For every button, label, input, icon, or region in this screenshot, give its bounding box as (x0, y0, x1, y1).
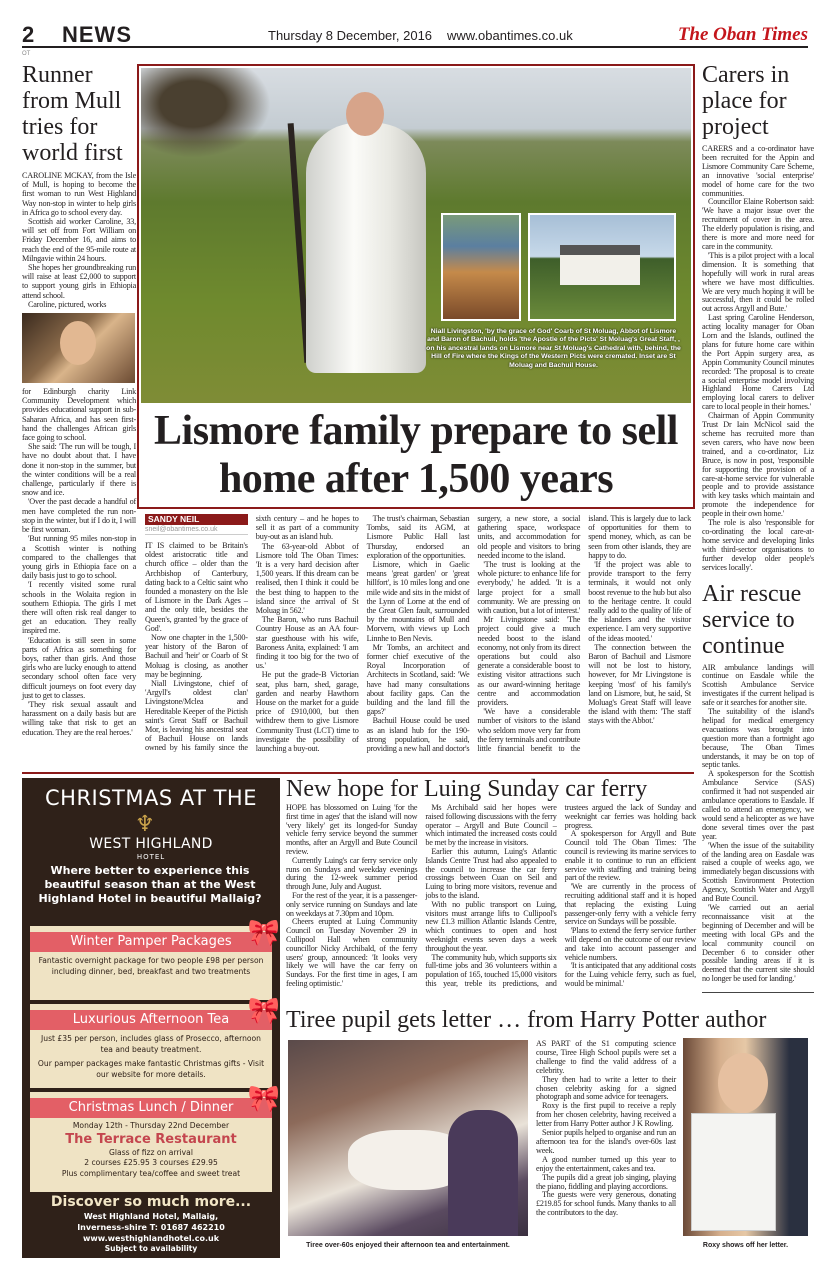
ad-phone: Inverness-shire T: 01687 462210 (77, 1223, 225, 1232)
feature-article (137, 514, 695, 753)
paragraph: She hopes her groundbreaking run will raise at least £2,000 to support to support young girls in Ethiopia attend school. (22, 263, 136, 300)
lismore-feature-column (137, 64, 695, 753)
ad-question: Where better to experience this beautiful season than at the West Highland Hotel in beautiful Mallaig? (38, 864, 262, 905)
paragraph: Scottish aid worker Caroline, 33, will set off from Fort William on Friday December 16, and aims to reach the end of the 95-mile route at Milngavie within 24 hours. (22, 217, 136, 263)
page-number: 2 (22, 22, 35, 47)
restaurant-name: The Terrace Restaurant (65, 1131, 237, 1147)
paragraph: With no public transport on Luing, visitors must arrange lifts to Cullipool's new £1.3 million Atlantic Islands Centre, which continues to open and host weeknight events seven days a week throughout the year. (425, 899, 557, 953)
offer-prices: 2 courses £25.95 3 courses £29.95 (84, 1158, 218, 1167)
offer-christmas-lunch (30, 1084, 281, 1192)
paragraph: IT IS claimed to be Britain's oldest aristocratic title and church office – older than the Archbishop of Canterbury, dating back to a Celtic saint who founded a monastery on the Isle of Lismore in the Dark Ages – and the only title, besides the Queen's, granted 'by the grace of God'. (145, 541, 248, 633)
paragraph: A good number turned up this year to enjoy the entertainment, cakes and tea. (536, 1154, 676, 1173)
ad-brand-sub: HOTEL (136, 853, 166, 861)
paragraph: The community hub, which supports six full-time jobs and 36 volunteers within a population of 165, touched 15,000 visitors this year, treble its predictions, and trustees argued the lack of Sunday and weeknight car ferries was holding back progress. (425, 803, 696, 988)
roxy-photo (683, 1038, 808, 1236)
feature-headline: Lismore family prepare to sell home after 1,500 years (154, 408, 678, 502)
photo-caption: Niall Livingston, 'by the grace of God' Coarb of St Moluag, Abbot of Lismore and Baron of Bachuil, holds 'the Apostle of the Picts' St Moluag's Great Staff, , on his ancestral lands on Lismore near St Moluag's Cathedral with, behind, the Hill of Fire where the Kings of the Western Picts were cremated. Inset are St Moluag and Bachuil House. (426, 328, 681, 369)
carers-headline: Carers in place for project (702, 62, 790, 140)
paragraph: Councillor Elaine Robertson said: 'We have a major issue over the recruitment of cover in the area. The elderly population is rising, and there is more and more need for care in the community. (702, 197, 814, 251)
st-moluag-inset (441, 213, 521, 321)
paragraph: Mr Livingstone said: 'The project could give a much needed boost to the island economy, not only from its direct operations but could also generate a considerable boost to existing visitor attractions such as our award-winning heritage centre and accommodation providers. (477, 615, 581, 708)
paragraph: A spokesperson for Argyll and Bute Council told The Oban Times: 'The council is reviewing its marine services to enable it to continue to run an efficient service with staffing and training being part of the review. (564, 829, 696, 883)
issue-date: Thursday 8 December, 2016 (268, 28, 433, 43)
newspaper-logo: The Oban Times (677, 24, 808, 45)
paragraph: Earlier this autumn, Luing's Atlantic Islands Centre Trust had also appealed to the council to increase the car ferry crossings between Cuan on Seil and Luing to bring more visitors, revenue and jobs to the island. (425, 846, 557, 900)
paragraph: Now one chapter in the 1,500-year history of the Baron of Bachuil and 'heir' or Coarb of St Moluag is closing, as another may be beginning. (145, 633, 248, 679)
paragraph: He put the grade-B Victorian seat, plus barn, shed, garage, garden and nearby Hawthorn House on the market for a guide price of £910,000, but then withdrew them to give Lismore Community Trust (LCT) time to investigate the possibility of launching a buy-out. (255, 670, 359, 754)
carers-article (702, 145, 814, 573)
ribbon-bow-icon: 🎀 (247, 918, 281, 948)
offer-dates: Monday 12th - Thursday 22nd December (72, 1121, 230, 1130)
tiree-headline: Tiree pupil gets letter … from Harry Potter author (286, 1007, 767, 1033)
paragraph: Currently Luing's car ferry service only runs on Sundays and weekday evenings during the 12-week summer period through June, July and August. (286, 855, 418, 892)
paragraph: Caroline, pictured, works (28, 299, 107, 309)
byline: SANDY NEIL (145, 514, 248, 525)
paragraph: Mr Tombs, an architect and former chief executive of the Royal Incorporation of Architects in Scotland, said: 'We have had many consultations about facility gaps. Can the building and the land fill the gaps?' (366, 642, 470, 717)
ad-website[interactable]: www.westhighlandhotel.co.uk (82, 1234, 220, 1243)
lismore-feature-box (137, 64, 695, 509)
offer-text: Fantastic overnight package for two people £98 per person including dinner, bed, breakfast and two treatments (38, 956, 264, 976)
paragraph: She said: 'The run will be tough, I have no doubt about that. I have done it non-stop in the summer, but the winter conditions will be a real challenge, particularly if there is snow and ice. (22, 442, 136, 498)
paragraph: AIR ambulance landings will continue on Easdale while the Scottish Ambulance Service investigates if the current helipad is safe or it searches for another site. (702, 662, 814, 708)
photo-caption: Roxy shows off her letter. (702, 1242, 789, 1249)
photo-caption: Tiree over-60s enjoyed their afternoon tea and entertainment. (306, 1242, 510, 1249)
paragraph: 'When the issue of the suitability of the landing area on Easdale was raised a couple of weeks ago, we immediately began discussions with Scottish Environment Protection Agency, Scottish Water and Argyll and Bute Council. (702, 840, 814, 904)
ad-footer (22, 1194, 280, 1254)
paragraph: Lismore, which in Gaelic means 'great garden' or 'great hillfort', is 10 miles long and one mile wide and sits in the midst of the Lynn of Lorne at the end of the Great Glen fault, surrounded by the mountains of Mull and Morvern, with views up Loch Linnhe to Ben Nevis. (366, 560, 470, 643)
ad-address: West Highland Hotel, Mallaig, (83, 1212, 219, 1221)
runner-column (22, 62, 136, 737)
luing-article (286, 804, 696, 989)
paragraph: Roxy is the first pupil to receive a reply from her chosen celebrity, having received a letter from Harry Potter author J K Rowling. (536, 1101, 676, 1129)
paragraph: Last spring Caroline Henderson, acting locality manager for Oban Lorn and the Islands, outlined the plans for future home care within the Port Appin surgery area, as Appin Community Council minutes recorded: 'The proposal is to create a social enterprise model involving Highland Home Carers Ltd employing local carers to deliver care to local people in their homes.' (702, 313, 814, 412)
paragraph: The pupils did a great job singing, playing the piano, fiddling and playing accordions. (536, 1172, 676, 1191)
section-divider (22, 772, 694, 774)
house-shape (560, 245, 640, 285)
paragraph: 'I recently visited some rural schools in the Wolaita region in southern Ethiopia. The girls I met there will often risk real danger to get an education. They really inspired me. (22, 580, 136, 636)
paragraph: AS PART of the S1 computing science course, Tiree High School pupils were set a challenge to find the valid address of a celebrity. (536, 1039, 676, 1075)
air-rescue-headline: Air rescue service to continue (702, 580, 802, 659)
abbot-photo (141, 68, 691, 403)
ad-title: CHRISTMAS AT THE (44, 786, 257, 810)
offer-text: Glass of fizz on arrival (109, 1147, 193, 1157)
paragraph: The suitability of the island's helipad for medical emergency evacuations was brought into question more than a fortnight ago because, The Oban Times understands, it may be on top of septic tanks. (702, 707, 814, 770)
paragraph: 'If the project was able to provide transport to the ferry terminals, it would not only boost revenue to the hub but also to the heritage centre. It could really add to the quality of life of the islanders and the visitor experience. I am very supportive of the ideas mooted.' (588, 560, 691, 643)
paragraph: 'We are currently in the process of recruiting additional staff and it is hoped that replacing the existing Luing passenger-only ferry with a vehicle ferry service on Sundays will be possible. (564, 882, 696, 927)
paragraph: Senior pupils helped to organise and run an afternoon tea for the island's over-60s last week. (536, 1128, 676, 1155)
runner-photo (22, 313, 135, 383)
runner-article-part2 (22, 387, 136, 737)
ad-brand: WEST HIGHLAND (89, 836, 213, 852)
paragraph: For the rest of the year, it is a passenger-only service running on Sundays and late on weekdays at 7.30pm and 10pm. (286, 890, 418, 918)
right-column (702, 62, 814, 993)
ad-footer-headline: Discover so much more... (50, 1194, 252, 1210)
masthead (22, 20, 808, 48)
paragraph: The role is also 'responsible for co-ordinating the local care-at-home service and developing links with third-sector organisations to further develop older people's services locally'. (702, 518, 814, 572)
hotel-advert[interactable] (22, 778, 280, 1258)
face-shape (60, 321, 96, 365)
offer-pamper (30, 918, 281, 1000)
ribbon-bow-icon: 🎀 (247, 1084, 281, 1114)
stag-logo-icon: ♆ (135, 812, 155, 837)
letter-shape (691, 1113, 776, 1231)
section-title: NEWS (62, 22, 132, 47)
paragraph: 'This is a pilot project with a local dimension. It is something that hopefully will work in rural areas where we have most difficulties. We are very much hoping it will be successful, then it could be rolled out across Argyll and Bute.' (702, 250, 814, 314)
tiree-article (536, 1040, 676, 1218)
paragraph: Chairman of Appin Community Trust Dr Iain McNicol said the scheme has recruited more than seven carers, who have now been trained, and a co-ordinator, Liz Bruce, is now in post, 'responsible for supporting the provision of a care-at-home service for vulnerable people and to provide assistance with key tasks which maintain and promote the independence for people in their own home.' (702, 411, 814, 519)
ribbon-bow-icon: 🎀 (247, 996, 281, 1026)
offer-title: Christmas Lunch / Dinner (30, 1098, 272, 1118)
corner-mark: OT (22, 51, 31, 57)
paragraph: CARERS and a co-ordinator have been recruited for the Appin and Lismore Community Care Scheme, an innovative 'social enterprise' model of home care for the two communities. (702, 144, 814, 198)
feature-paragraphs (145, 514, 691, 753)
offer-afternoon-tea (30, 996, 281, 1088)
paragraph: HOPE has blossomed on Luing 'for the first time in ages' that the island will now 'very likely' get its longed-for Sunday vehicle ferry service beyond the summer months, after an Argyll and Bute Council review. (286, 803, 418, 856)
paragraph: A spokesperson for the Scottish Ambulance Service (SAS) confirmed it 'had not suspended air ambulance operations to Easdale. If called to attend an emergency, we would send a helicopter as we have done several times over the past year. (702, 769, 814, 841)
guest-shape (448, 1110, 518, 1236)
bachuil-house-inset (528, 213, 676, 321)
offer-text: Plus complimentary tea/coffee and sweet treat (61, 1168, 241, 1178)
byline-email[interactable]: sneil@obantimes.co.uk (145, 525, 248, 535)
luing-headline: New hope for Luing Sunday car ferry (286, 776, 648, 802)
offer-text: Our pamper packages make fantastic Christmas gifts - Visit our website for more details. (37, 1059, 265, 1079)
paragraph: 'It is anticipated that any additional costs for the Luing vehicle ferry, such as fuel, would be minimal.' (564, 961, 696, 988)
paragraph: They then had to write a letter to their chosen celebrity asking for a signed photograph and some advice for teenagers. (536, 1074, 676, 1102)
face-shape (718, 1053, 768, 1113)
paragraph: Ms Archibald said her hopes were raised following discussions with the ferry operator – Argyll and Bute Council – which intimated the increased costs could be met by the increase in visitors. (425, 803, 557, 848)
website-link[interactable]: www.obantimes.co.uk (447, 28, 573, 43)
column-rule (702, 992, 814, 993)
paragraph: The Baron, who runs Bachuil Country House as an AA four-star guesthouse with his wife, Baroness Anita, explained: 'I am finding it too big for the two of us.' (255, 615, 359, 671)
paragraph: Bachuil House could be used as an island hub for the 190-strong population, he said, providing a new hall and doctor's surgery, a new store, a social gathering space, workspace units, and accommodation for old people and visitors to bring needed income to the island. (366, 514, 581, 754)
offer-title: Luxurious Afternoon Tea (30, 1010, 272, 1030)
paragraph: 'Over the past decade a handful of men have completed the run non-stop in the winter, but if I do it, I will be first woman. (22, 497, 136, 535)
paragraph: The 63-year-old Abbot of Lismore told The Oban Times: 'It is a very hard decision after 1,500 years. If this dream can be realised, then I think it could be the best thing to happen to the island since the arrival of St Moluag in 562.' (255, 541, 359, 616)
paragraph: 'The trust is looking at the whole picture: to enhance life for everybody,' he added. 'It is a large project for a small community. We are pressing on with caution, but a lot of interest.' (477, 560, 581, 616)
paragraph: 'Education is still seen in some parts of Africa as something for boys, rather than girls. And those girls who are lucky enough to attend secondary school often face very difficult journeys on foot every day just to get to classes. (22, 635, 136, 700)
offer-title: Winter Pamper Packages (30, 932, 272, 952)
paragraph: 'We have a considerable number of visitors to the island who seldom move very far from the ferry terminals and contribute little financial benefit to the island. This is largely due to lack of opportunities for them to spend money, which, as can be seen from other islands, they are happy to do. (477, 514, 691, 754)
abbot-head (346, 92, 384, 136)
paragraph: 'But running 95 miles non-stop in a Scottish winter is nothing compared to the challenges that young girls in Ethiopia face on a daily basis just to go to school. (22, 534, 136, 581)
paragraph: 'They risk sexual assault and harassment on a daily basis but are willing take that risk to get an education. They are the real heroes.' (22, 699, 136, 737)
paragraph: The trust's chairman, Sebastian Tombs, said its AGM, at Lismore Public Hall last Thursday, endorsed an exploration of the opportunities. (366, 514, 470, 560)
paragraph: 'Plans to extend the ferry service further will depend on the outcome of our review and take into account passenger and vehicle numbers. (564, 926, 696, 962)
paragraph: CAROLINE MCKAY, from the Isle of Mull, is hoping to become the first woman to run West Highland Way non-stop in winter to help girls in Africa go to school every day. (22, 171, 136, 217)
runner-headline: Runner from Mull tries for world first (22, 62, 123, 166)
paragraph: Cheers erupted at Luing Community Council on Tuesday November 29 in Cullipool Hall when community councillor Nicky Archibald, of the ferry users' group, announced: 'It looks very likely we will have the car ferry on Sundays. For the first time in ages, I am feeling optimistic.' (286, 917, 418, 988)
paragraph: The guests were very generous, donating £219.85 for school funds. Many thanks to all the contributors to the day. (536, 1190, 676, 1218)
offer-text: Just £35 per person, includes glass of Prosecco, afternoon tea and beauty treatment. (41, 1034, 261, 1054)
paragraph: for Edinburgh charity Link Community Development which provides educational support in sub-Saharan Africa, and has seen first-hand the challenges African girls face going to school. (22, 387, 136, 443)
paragraph: 'We carried out an aerial reconnaissance visit at the beginning of December and will be meeting with local GPs and the local community council on December 6 to consider other possible landing areas if it is deemed that the current site should no longer be used for landing.' (702, 902, 814, 984)
ad-note: Subject to availability (104, 1244, 198, 1253)
tree-shape (141, 68, 271, 158)
air-rescue-article (702, 664, 814, 985)
paragraph: The connection between the Baron of Bachuil and Lismore will not be lost to history, however, for Mr Livingstone is keeping 'most' of his family's land on Lismore, but, he said, St Moluag's Great Staff will leave the island with them: 'The staff stays with the Abbot.' (588, 642, 691, 726)
runner-article-part1 (22, 171, 136, 309)
paragraph: Niall Livingstone, chief of 'Argyll's oldest clan' Livingstone/Mclea and Hereditable Keeper of the Pictish saint's Great Staff or Bachuil Mor, is leaving his ancestral seat of Bachuil House on lands owned by his family since the sixth century – and he hopes to sell it as part of a community buy-out as an island hub. (145, 514, 359, 753)
afternoon-tea-photo (288, 1040, 528, 1236)
abbot-robe (306, 123, 426, 373)
